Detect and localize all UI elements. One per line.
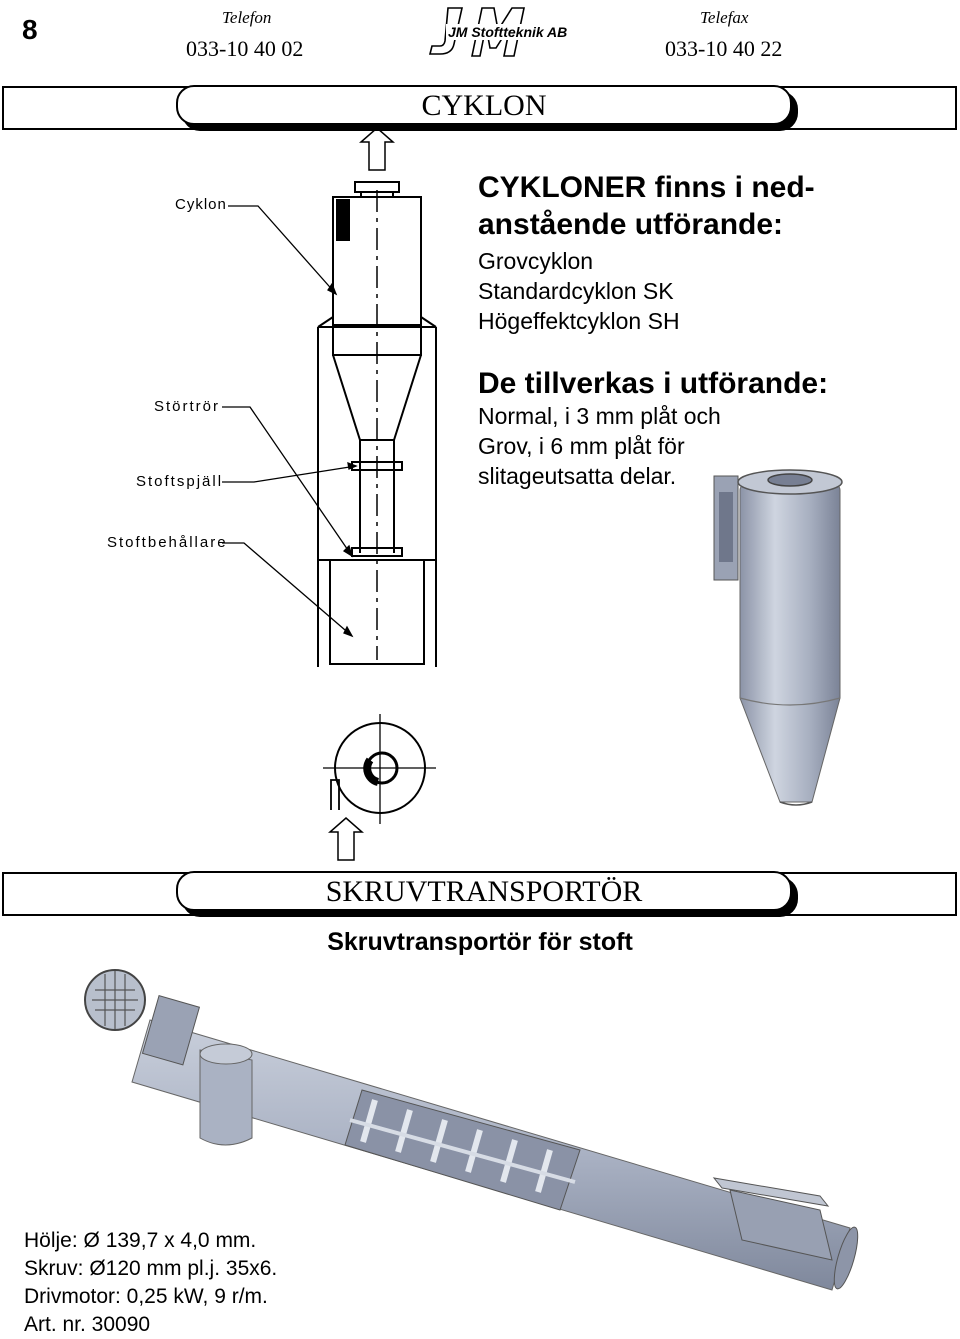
screw-subtitle: Skruvtransportör för stoft — [327, 928, 633, 956]
cyklon-type-item: Grovcyklon — [478, 248, 594, 274]
banner-pill — [176, 871, 792, 911]
cyklon-heading-line1: CYKLONER finns i ned- — [478, 171, 815, 204]
made-line: slitageutsatta delar. — [478, 463, 677, 489]
made-line: Normal, i 3 mm plåt och — [478, 403, 721, 429]
label-stortror: Störtrör — [154, 398, 221, 415]
screw-conveyor-photo — [0, 960, 960, 1339]
spec-line: Art. nr. 30090 — [24, 1313, 151, 1336]
label-cyklon: Cyklon — [175, 196, 227, 213]
page-number: 8 — [22, 14, 38, 45]
label-stoftspjall: Stoftspjäll — [136, 473, 224, 490]
cyklon-type-item: Högeffektcyklon SH — [478, 308, 680, 334]
cyklon-type-item: Standardcyklon SK — [478, 278, 674, 304]
cyclone-photo — [700, 462, 860, 822]
fax-label: Telefax — [700, 8, 749, 27]
cyklon-heading-line2: anstående utförande: — [478, 208, 784, 241]
phone-number: 033-10 40 02 — [186, 36, 304, 61]
section-banner-skruvtransportor — [2, 872, 957, 916]
company-name: JM Stoftteknik AB — [448, 24, 568, 40]
made-line: Grov, i 6 mm plåt för — [478, 433, 685, 459]
spec-line: Skruv: Ø120 mm pl.j. 35x6. — [24, 1257, 278, 1280]
phone-label: Telefon — [222, 8, 272, 27]
section-title-skruvtransportor: SKRUVTRANSPORTÖR — [325, 875, 643, 908]
spec-line: Hölje: Ø 139,7 x 4,0 mm. — [24, 1229, 257, 1252]
section-title-cyklon: CYKLON — [421, 89, 547, 122]
made-heading: De tillverkas i utförande: — [478, 367, 829, 400]
label-stoftbehallare: Stoftbehållare — [107, 534, 228, 551]
spec-line: Drivmotor: 0,25 kW, 9 r/m. — [24, 1285, 268, 1308]
fax-number: 033-10 40 22 — [665, 36, 783, 61]
